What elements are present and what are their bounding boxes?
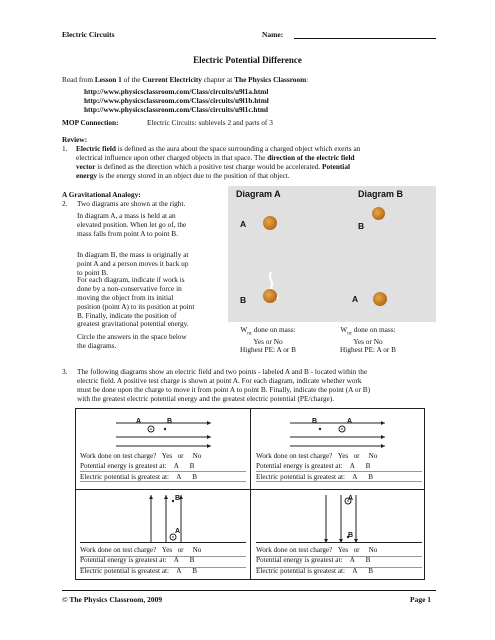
intro-line: Read from Lesson 1 of the Current Electricity chapter at The Physics Classroom: [62,75,309,84]
analogy-para-2: In diagram B, the mass is originally at point A and a person moves it back up to point B. [77,250,189,277]
q3-text: The following diagrams show an electric field and two points - labeled A and B - located within the electric field. A positive test charge is shown at point A. For each diagram, indicate whether work must be done upon the charge to move it from point A to point B. Finally, indicate the point (A or B) with the greatest electric potential energy and the greatest electric potential (PE/charge). [77,367,371,403]
answer-block-4 [256,545,377,576]
name-label: Name: [262,30,284,39]
pe-question[interactable]: Potential energy is greatest at: A B [80,556,195,565]
review-text: Electric field is defined as the aura about the space surrounding a charged object which exerts an electrical influence upon other charged objects in that space. The direction of the electric field vector is defined as the direction which a positive test charge would be accelerated. Potential energy is the energy stored in an object due to the position of that object. [76,144,361,180]
row-divider [80,542,246,543]
analogy-heading: A Gravitational Analogy: [62,190,141,199]
row-divider [80,481,246,482]
diagram-a-bottom-label: B [240,295,247,305]
point-label-2: B [167,418,173,425]
pe-question[interactable]: Potential energy is greatest at: A B [80,462,195,471]
potential-question[interactable]: Electric potential is greatest at: A B [80,566,197,575]
pe-choice[interactable]: Highest PE: A or B [340,345,396,355]
field-grid [75,408,425,580]
footer-rule [62,590,436,591]
answer-block-2 [256,451,377,482]
mop-label: MOP Connection: [62,118,119,127]
copyright: © The Physics Classroom, 2009 [62,595,163,604]
page-title: Electric Potential Difference [193,55,302,65]
work-question[interactable]: Work done on test charge? Yes or No [256,452,378,460]
url-2[interactable]: http://www.physicsclassroom.com/Class/circuits/u9l1b.html [84,96,269,105]
mass-icon [263,216,277,230]
point-label-2: A [175,528,181,535]
course-title: Electric Circuits [62,30,115,39]
mop-text: Electric Circuits: sublevels 2 and parts of 3 [147,118,273,127]
row-divider [80,567,246,568]
potential-question[interactable]: Electric potential is greatest at: A B [80,472,197,481]
diagram-b-bottom-label: A [352,294,359,304]
pe-question[interactable]: Potential energy is greatest at: A B [256,556,371,565]
pe-question[interactable]: Potential energy is greatest at: A B [256,462,371,471]
grid-divider [76,489,424,490]
row-divider [80,471,246,472]
mass-icon [373,292,387,306]
work-question[interactable]: Work done on test charge? Yes or No [80,452,202,460]
point-label-1: A [348,495,354,502]
grid-divider [250,409,251,579]
yes-no-choice[interactable]: Yes or No [353,336,383,346]
field-diagram-1 [116,419,216,449]
row-divider [256,556,422,557]
q3-number: 3. [62,367,68,376]
url-1[interactable]: http://www.physicsclassroom.com/Class/circuits/u9l1a.html [84,87,269,96]
review-heading: Review: [62,135,88,144]
diagram-b-title: Diagram B [358,189,404,199]
url-3[interactable]: http://www.physicsclassroom.com/Class/circuits/u9l1c.html [84,105,268,114]
diagram-b-top-label: B [358,221,365,231]
row-divider [80,556,246,557]
yes-no-choice[interactable]: Yes or No [253,336,283,346]
field-diagram-4 [321,493,361,545]
row-divider [256,481,422,482]
diagram-a-answers: $W_{nc}$ done on mass: Yes or No Highest PE: A or B [232,326,304,355]
analogy-para-1: In diagram A, a mass is held at an elevated position. When let go of, the mass falls from point A to point B. [77,211,187,238]
diagram-b-answers: $W_{nc}$ done on mass: Yes or No Highest PE: A or B [332,326,404,355]
analogy-para-3: For each diagram, indicate if work is done by a non-conservative force in moving the object from its initial position (point A) to its position at point B. Finally, indicate the position of greatest gravitational potential energy. [77,275,195,329]
diagram-panel [228,186,436,322]
field-diagram-2 [290,419,390,449]
page-number: Page 1 [410,595,432,604]
answer-block-3 [80,545,201,576]
point-label-2: A [347,418,353,425]
row-divider [256,542,422,543]
analogy-lead: Two diagrams are shown at the right. [77,199,186,208]
analogy-number: 2. [62,199,68,208]
work-question[interactable]: Work done on test charge? Yes or No [80,546,202,554]
point-label-1: B [175,495,181,502]
potential-question[interactable]: Electric potential is greatest at: A B [256,472,373,481]
point-label-1: B [312,418,318,425]
answer-block-1 [80,451,201,482]
mass-icon [372,207,385,220]
work-question[interactable]: Work done on test charge? Yes or No [256,546,378,554]
point-label-1: A [136,418,142,425]
analogy-para-4: Circle the answers in the space below the diagrams. [77,332,187,350]
potential-question[interactable]: Electric potential is greatest at: A B [256,566,373,575]
name-line [294,38,436,39]
review-number: 1. [62,144,68,153]
row-divider [256,567,422,568]
row-divider [256,471,422,472]
point-label-2: B [348,532,354,539]
mass-icon [263,289,277,303]
diagram-a-top-label: A [240,219,247,229]
diagram-a-title: Diagram A [236,189,281,199]
pe-choice[interactable]: Highest PE: A or B [240,345,296,355]
